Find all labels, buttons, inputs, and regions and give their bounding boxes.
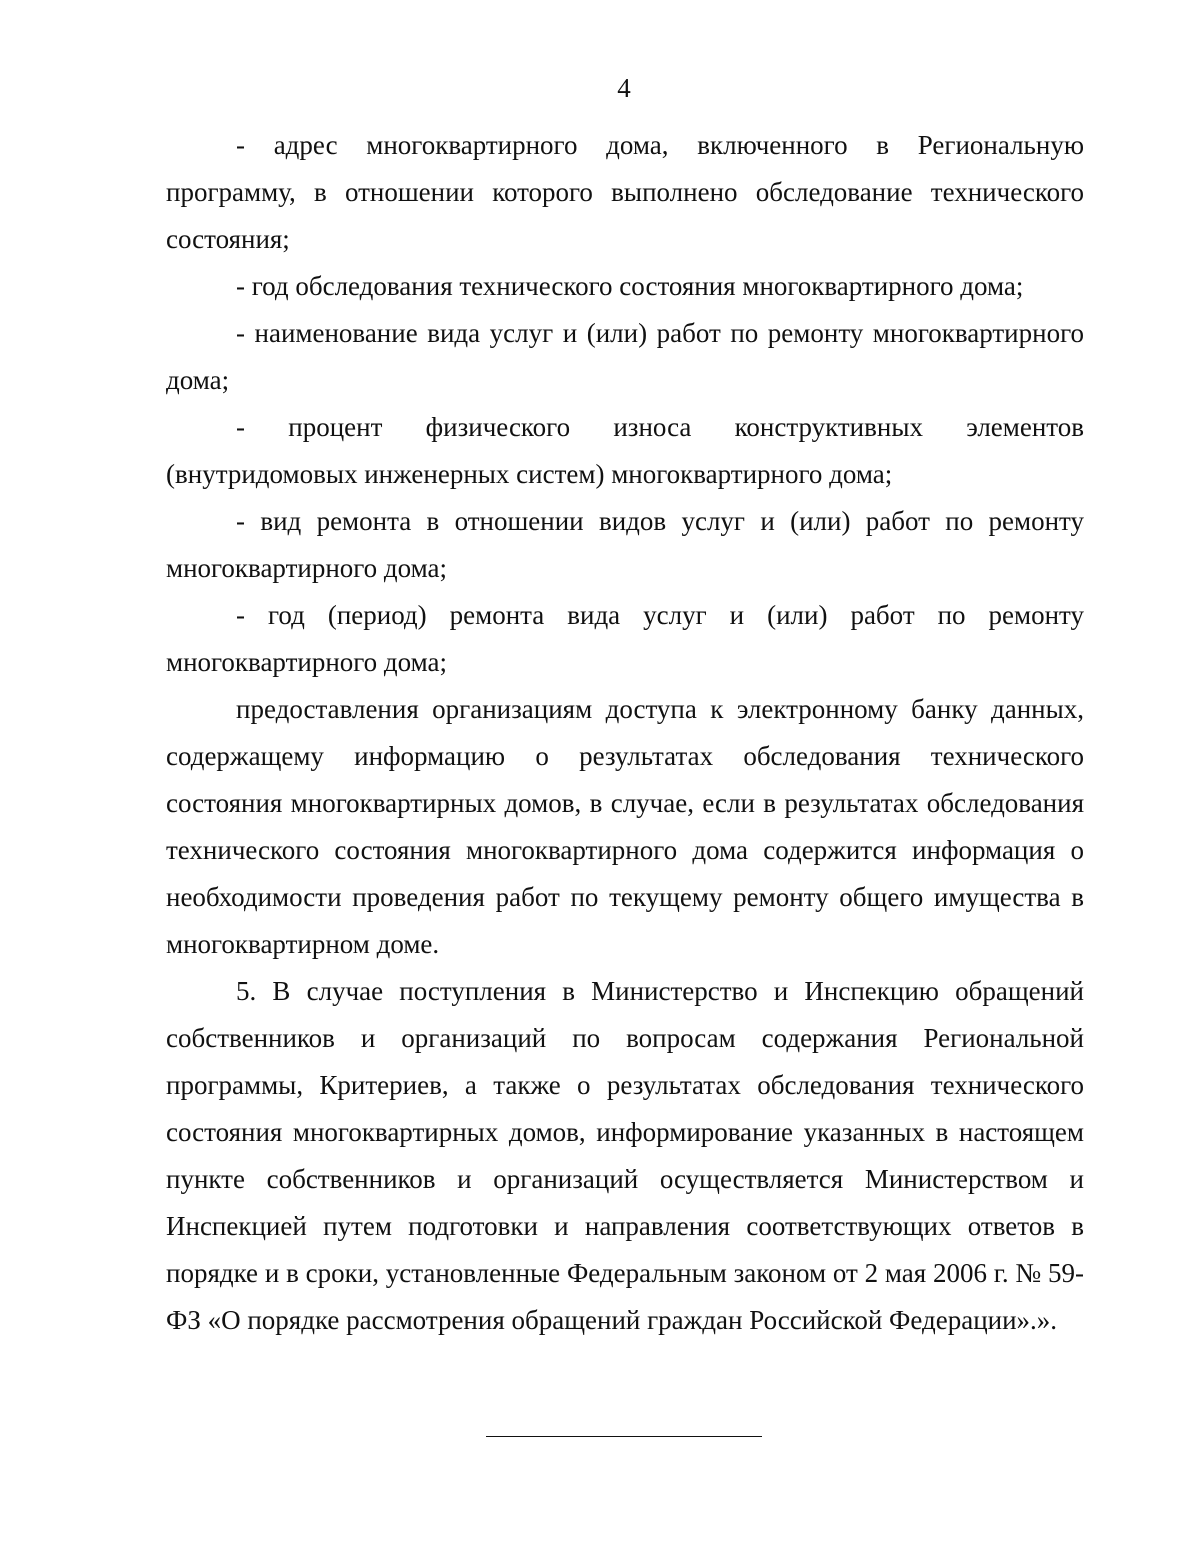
list-item-address: - адрес многоквартирного дома, включенного в Региональную программу, в отношении которого выполнено обследование технического состояния; (166, 130, 1084, 254)
list-item-repair-type: - вид ремонта в отношении видов услуг и (или) работ по ремонту многоквартирного дома; (166, 506, 1084, 583)
paragraph-section-5: 5. В случае поступления в Министерство и Инспекцию обращений собственников и организаций по вопросам содержания Региональной программы, Критериев, а также о результатах обследования технического состояния многоквартирных домов, информирование указанных в настоящем пункте собственников и организаций осуществляется Министерством и Инспекцией путем подготовки и направления соответствующих ответов в порядке и в сроки, установленные Федеральным законом от 2 мая 2006 г. № 59-ФЗ «О порядке рассмотрения обращений граждан Российской Федерации».». (166, 976, 1084, 1335)
list-item-survey-year: - год обследования технического состояния многоквартирного дома; (236, 271, 1024, 301)
document-body (166, 122, 1084, 1344)
list-item-repair-period: - год (период) ремонта вида услуг и (или) работ по ремонту многоквартирного дома; (166, 600, 1084, 677)
list-item-service-type: - наименование вида услуг и (или) работ по ремонту многоквартирного дома; (166, 318, 1084, 395)
page-number: 4 (617, 73, 631, 103)
paragraph-data-access: предоставления организациям доступа к электронному банку данных, содержащему информацию о результатах обследования технического состояния многоквартирных домов, в случае, если в результатах обследования технического состояния многоквартирного дома содержится информация о необходимости проведения работ по текущему ремонту общего имущества в многоквартирном доме. (166, 694, 1084, 959)
list-item-wear-percent: - процент физического износа конструктивных элементов (внутридомовых инженерных систем) многоквартирного дома; (166, 412, 1084, 489)
end-divider (486, 1436, 762, 1437)
